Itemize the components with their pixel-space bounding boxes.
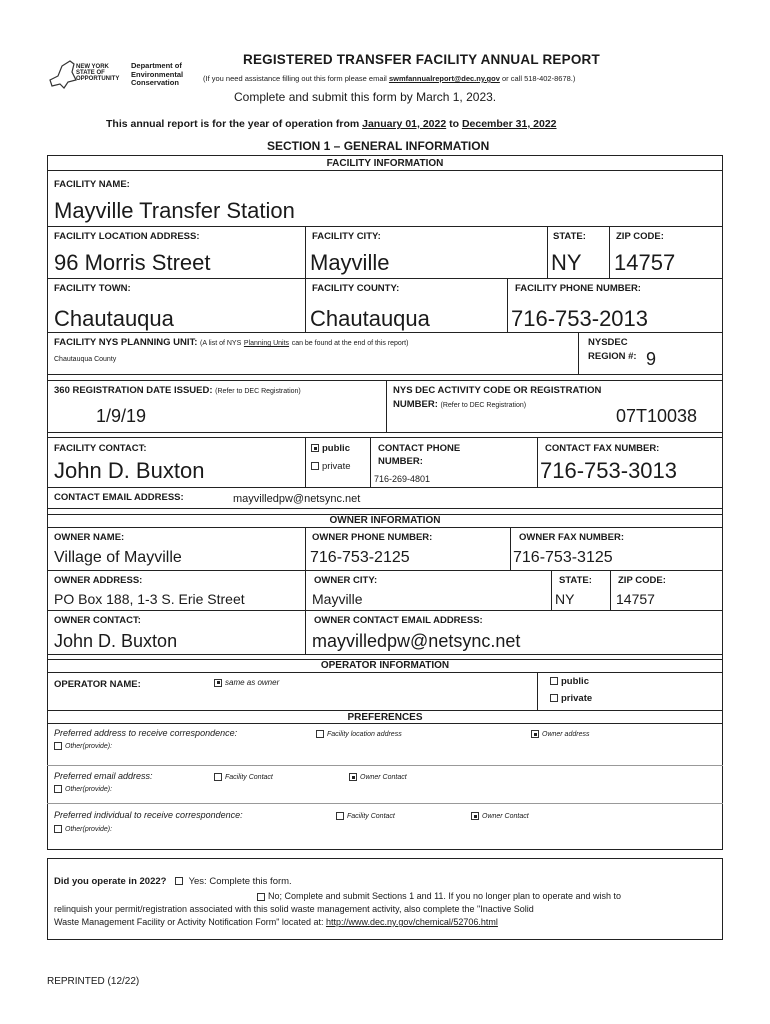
operator-private-checkbox[interactable] — [550, 694, 558, 702]
facility-town-field[interactable]: Chautauqua — [54, 306, 174, 331]
contact-email-field[interactable]: mayvilledpw@netsync.net — [233, 493, 361, 505]
owner-zip-label: ZIP CODE: — [618, 575, 666, 586]
operator-public-checkbox[interactable] — [550, 677, 558, 685]
contact-fax-field[interactable]: 716-753-3013 — [540, 458, 678, 483]
facility-state-label: STATE: — [553, 231, 586, 242]
pref-address-other-checkbox[interactable] — [54, 742, 62, 750]
region-label: NYSDEC REGION #: — [588, 337, 637, 362]
pref-email-owner-option[interactable]: Owner Contact — [349, 773, 407, 781]
pref-individual-question: Preferred individual to receive correspondence: — [54, 810, 243, 820]
owner-contact-label: OWNER CONTACT: — [54, 615, 141, 626]
contact-phone-label: CONTACT PHONE NUMBER: — [378, 443, 461, 467]
owner-fax-field[interactable]: 716-753-3125 — [513, 549, 613, 566]
facility-state-field[interactable]: NY — [551, 250, 582, 275]
reprint-footer: REPRINTED (12/22) — [47, 976, 140, 987]
owner-name-field[interactable]: Village of Mayville — [54, 549, 182, 566]
assistance-email-link[interactable]: swmfannualreport@dec.ny.gov — [388, 74, 500, 83]
owner-contact-field[interactable]: John D. Buxton — [54, 631, 178, 651]
owner-contact-email-field[interactable]: mayvilledpw@netsync.net — [312, 631, 521, 651]
pref-individual-other-option[interactable]: Other(provide): — [54, 825, 112, 833]
facility-zip-label: ZIP CODE: — [616, 231, 664, 242]
logo-state-text: NEW YORK STATE OF OPPORTUNITY — [76, 64, 120, 82]
pref-email-facility-option[interactable]: Facility Contact — [214, 773, 273, 781]
operate-yes-checkbox[interactable] — [175, 877, 183, 885]
owner-address-label: OWNER ADDRESS: — [54, 575, 143, 586]
facility-name-label: FACILITY NAME: — [54, 179, 130, 190]
operator-private-option[interactable]: private — [550, 693, 592, 704]
planning-unit-field[interactable]: Chautauqua County — [54, 356, 117, 363]
operator-public-option[interactable]: public — [550, 676, 589, 687]
pref-address-facility-option[interactable]: Facility location address — [316, 730, 402, 738]
pref-address-question: Preferred address to receive correspondence: — [54, 728, 238, 738]
operator-name-label: OPERATOR NAME: — [54, 679, 141, 690]
operate-yes-label: Yes: Complete this form. — [188, 876, 292, 887]
owner-phone-label: OWNER PHONE NUMBER: — [312, 532, 433, 543]
contact-email-label: CONTACT EMAIL ADDRESS: — [54, 492, 184, 503]
operate-question-row — [54, 876, 292, 887]
section-title: SECTION 1 – GENERAL INFORMATION — [267, 139, 490, 153]
activity-code-label: NYS DEC ACTIVITY CODE OR REGISTRATION NUMBER: (Refer to DEC Registration) — [393, 385, 602, 410]
pref-individual-other-checkbox[interactable] — [54, 825, 62, 833]
facility-info-header: FACILITY INFORMATION — [326, 158, 444, 169]
activity-code-field[interactable]: 07T10038 — [616, 406, 698, 426]
facility-county-label: FACILITY COUNTY: — [312, 283, 400, 294]
pref-address-owner-checkbox[interactable] — [531, 730, 539, 738]
owner-city-label: OWNER CITY: — [314, 575, 378, 586]
facility-county-field[interactable]: Chautauqua — [310, 306, 430, 331]
operate-question: Did you operate in 2022? — [54, 876, 167, 887]
owner-state-field[interactable]: NY — [555, 591, 575, 607]
operator-same-as-owner[interactable]: same as owner — [214, 678, 279, 687]
contact-public-option[interactable]: public — [311, 443, 350, 454]
contact-fax-label: CONTACT FAX NUMBER: — [545, 443, 660, 454]
preferences-header: PREFERENCES — [347, 712, 423, 723]
owner-state-label: STATE: — [559, 575, 592, 586]
report-year-line: This annual report is for the year of operation from January 01, 2022 to December 31, 2022 — [106, 118, 557, 130]
contact-public-checkbox[interactable] — [311, 444, 319, 452]
logo-org-text: Department of Environmental Conservation — [131, 61, 184, 87]
facility-city-label: FACILITY CITY: — [312, 231, 381, 242]
planning-unit-label: FACILITY NYS PLANNING UNIT: (A list of NYS Planning Units can be found at the end of this report) — [54, 337, 409, 348]
report-title: REGISTERED TRANSFER FACILITY ANNUAL REPORT — [243, 52, 600, 67]
contact-private-option[interactable]: private — [311, 461, 351, 472]
facility-address-field[interactable]: 96 Morris Street — [54, 250, 211, 275]
owner-fax-label: OWNER FAX NUMBER: — [519, 532, 625, 543]
ny-state-map-icon — [48, 58, 78, 92]
contact-private-checkbox[interactable] — [311, 462, 319, 470]
owner-info-header: OWNER INFORMATION — [329, 515, 441, 526]
operate-no-line2: relinquish your permit/registration associated with this solid waste management activity, also complete the "Inactive Solid — [54, 904, 534, 914]
facility-zip-field[interactable]: 14757 — [614, 250, 676, 275]
facility-phone-field[interactable]: 716-753-2013 — [511, 306, 649, 331]
facility-contact-field[interactable]: John D. Buxton — [54, 458, 205, 483]
operate-no-line1: No; Complete and submit Sections 1 and 11. If you no longer plan to operate and wish to — [257, 891, 621, 902]
pref-email-other-checkbox[interactable] — [54, 785, 62, 793]
facility-city-field[interactable]: Mayville — [310, 250, 390, 275]
owner-phone-field[interactable]: 716-753-2125 — [310, 549, 410, 566]
owner-name-label: OWNER NAME: — [54, 532, 125, 543]
facility-phone-label: FACILITY PHONE NUMBER: — [515, 283, 641, 294]
owner-city-field[interactable]: Mayville — [312, 591, 363, 607]
pref-individual-owner-option[interactable]: Owner Contact — [471, 812, 529, 820]
pref-email-question: Preferred email address: — [54, 771, 153, 781]
pref-individual-facility-option[interactable]: Facility Contact — [336, 812, 395, 820]
pref-address-facility-checkbox[interactable] — [316, 730, 324, 738]
pref-email-other-option[interactable]: Other(provide): — [54, 785, 112, 793]
pref-address-other-option[interactable]: Other(provide): — [54, 742, 112, 750]
reg-date-label: 360 REGISTRATION DATE ISSUED: (Refer to DEC Registration) — [54, 385, 301, 396]
pref-email-facility-checkbox[interactable] — [214, 773, 222, 781]
reg-date-field[interactable]: 1/9/19 — [96, 406, 147, 426]
submit-deadline: Complete and submit this form by March 1, 2023. — [234, 90, 497, 104]
facility-town-label: FACILITY TOWN: — [54, 283, 131, 294]
nysdec-logo — [48, 58, 198, 98]
pref-individual-facility-checkbox[interactable] — [336, 812, 344, 820]
operate-no-checkbox[interactable] — [257, 893, 265, 901]
assistance-note: (If you need assistance filling out this form please email swmfannualreport@dec.ny.gov or call 518-402-8678.) — [203, 74, 576, 83]
operator-info-header: OPERATOR INFORMATION — [320, 660, 450, 671]
same-as-owner-checkbox[interactable] — [214, 679, 222, 687]
pref-address-owner-option[interactable]: Owner address — [531, 730, 589, 738]
facility-contact-label: FACILITY CONTACT: — [54, 443, 147, 454]
contact-phone-field[interactable]: 716-269-4801 — [374, 474, 431, 484]
owner-zip-field[interactable]: 14757 — [616, 591, 655, 607]
inactive-form-link[interactable]: http://www.dec.ny.gov/chemical/52706.html — [325, 917, 498, 927]
pref-email-owner-checkbox[interactable] — [349, 773, 357, 781]
region-field[interactable]: 9 — [646, 349, 657, 369]
pref-individual-owner-checkbox[interactable] — [471, 812, 479, 820]
owner-contact-email-label: OWNER CONTACT EMAIL ADDRESS: — [314, 615, 483, 626]
facility-name-field[interactable]: Mayville Transfer Station — [54, 198, 295, 223]
planning-units-link[interactable]: Planning Units — [243, 340, 290, 347]
operate-no-line3: Waste Management Facility or Activity Notification Form" located at: http://www.dec.ny.gov/chemical/52706.html — [54, 917, 498, 927]
facility-address-label: FACILITY LOCATION ADDRESS: — [54, 231, 200, 242]
owner-address-field[interactable]: PO Box 188, 1-3 S. Erie Street — [54, 591, 245, 607]
